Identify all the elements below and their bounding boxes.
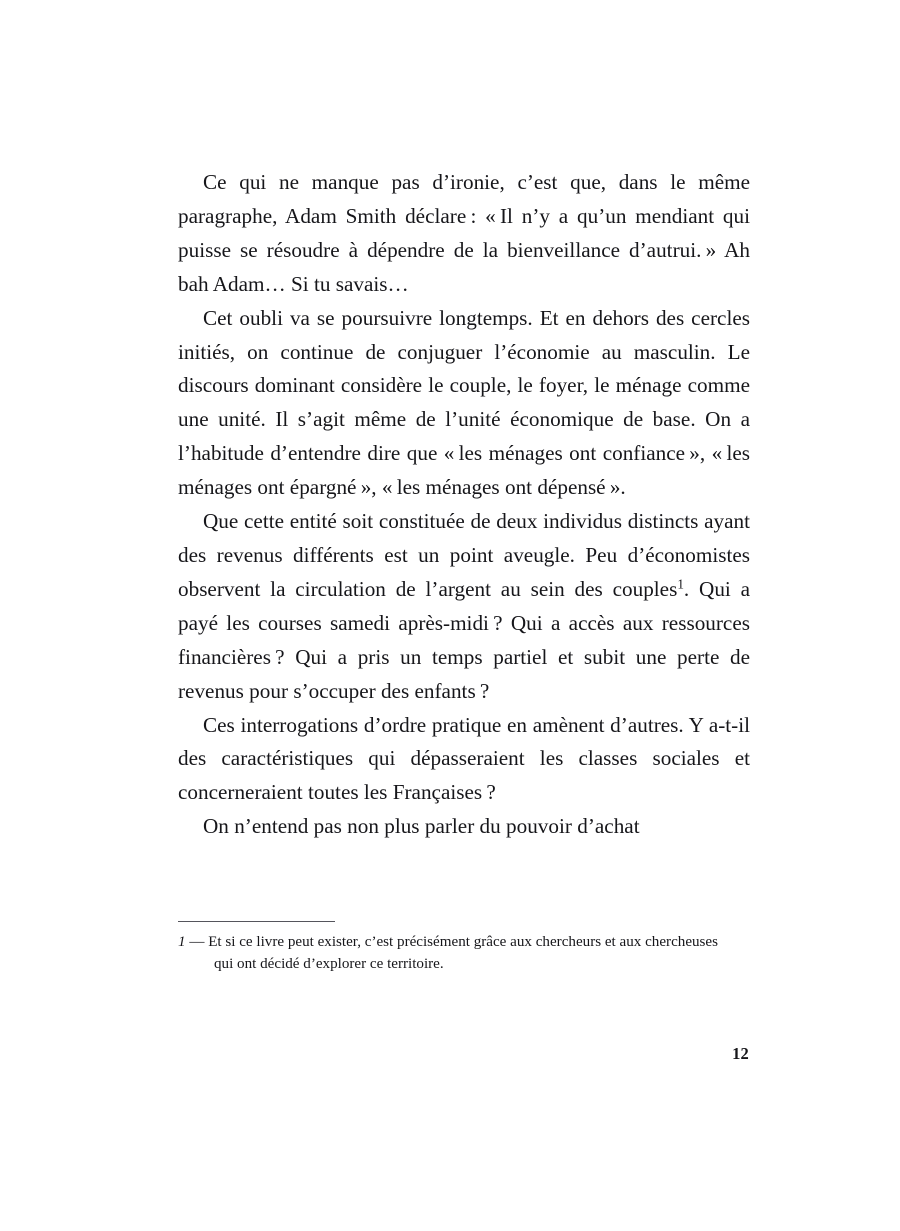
footnote-dash: —: [185, 934, 209, 950]
paragraph-2: Cet oubli va se poursuivre longtemps. Et en dehors des cercles initiés, on continue de conjuguer l’économie au masculin. Le discours dominant considère le couple, le foyer, le ménage comme une unité. Il s’agit même de l’unité économique de base. On a l’habitude d’entendre dire que « les ménages ont confiance », « les ménages ont épargné », « les ménages ont dépensé ».: [178, 305, 750, 500]
footnote-reference-marker[interactable]: 1: [677, 576, 684, 592]
paragraph-4: Ces interrogations d’ordre pratique en amènent d’autres. Y a-t-il des caractéristiques qui dépasseraient les classes sociales et concerneraient toutes les Françaises ?: [178, 712, 750, 805]
paragraph-3-text-after-footnote-ref: . Qui a payé les courses samedi après-midi ? Qui a accès aux ressources financières ? Qui a pris un temps partiel et subit une perte de revenus pour s’occuper des enfants ?: [178, 576, 751, 703]
footnote-block: [178, 931, 738, 975]
paragraph-3: [178, 505, 750, 708]
footnote-text: Et si ce livre peut exister, c’est précisément grâce aux chercheurs et aux chercheuses qui ont décidé d’explorer ce territoire.: [208, 934, 719, 973]
paragraph-3-text-before-footnote-ref: Que cette entité soit constituée de deux individus distincts ayant des revenus différents est un point aveugle. Peu d’économistes observent la circulation de l’argent au sein des couples: [178, 509, 750, 601]
footnote-separator-rule: [178, 921, 335, 922]
footnote-number: 1: [178, 934, 186, 950]
footnote-item-1: [178, 931, 738, 975]
paragraph-1: Ce qui ne manque pas d’ironie, c’est que, dans le même paragraphe, Adam Smith déclare : « Il n’y a qu’un mendiant qui puisse se résoudre à dépendre de la bienveillance d’autrui. » Ah bah Adam… Si tu savais…: [178, 170, 750, 296]
paragraph-5: On n’entend pas non plus parler du pouvoir d’achat: [203, 814, 640, 839]
page-number: 12: [732, 1044, 749, 1063]
body-text-column: [178, 166, 750, 844]
